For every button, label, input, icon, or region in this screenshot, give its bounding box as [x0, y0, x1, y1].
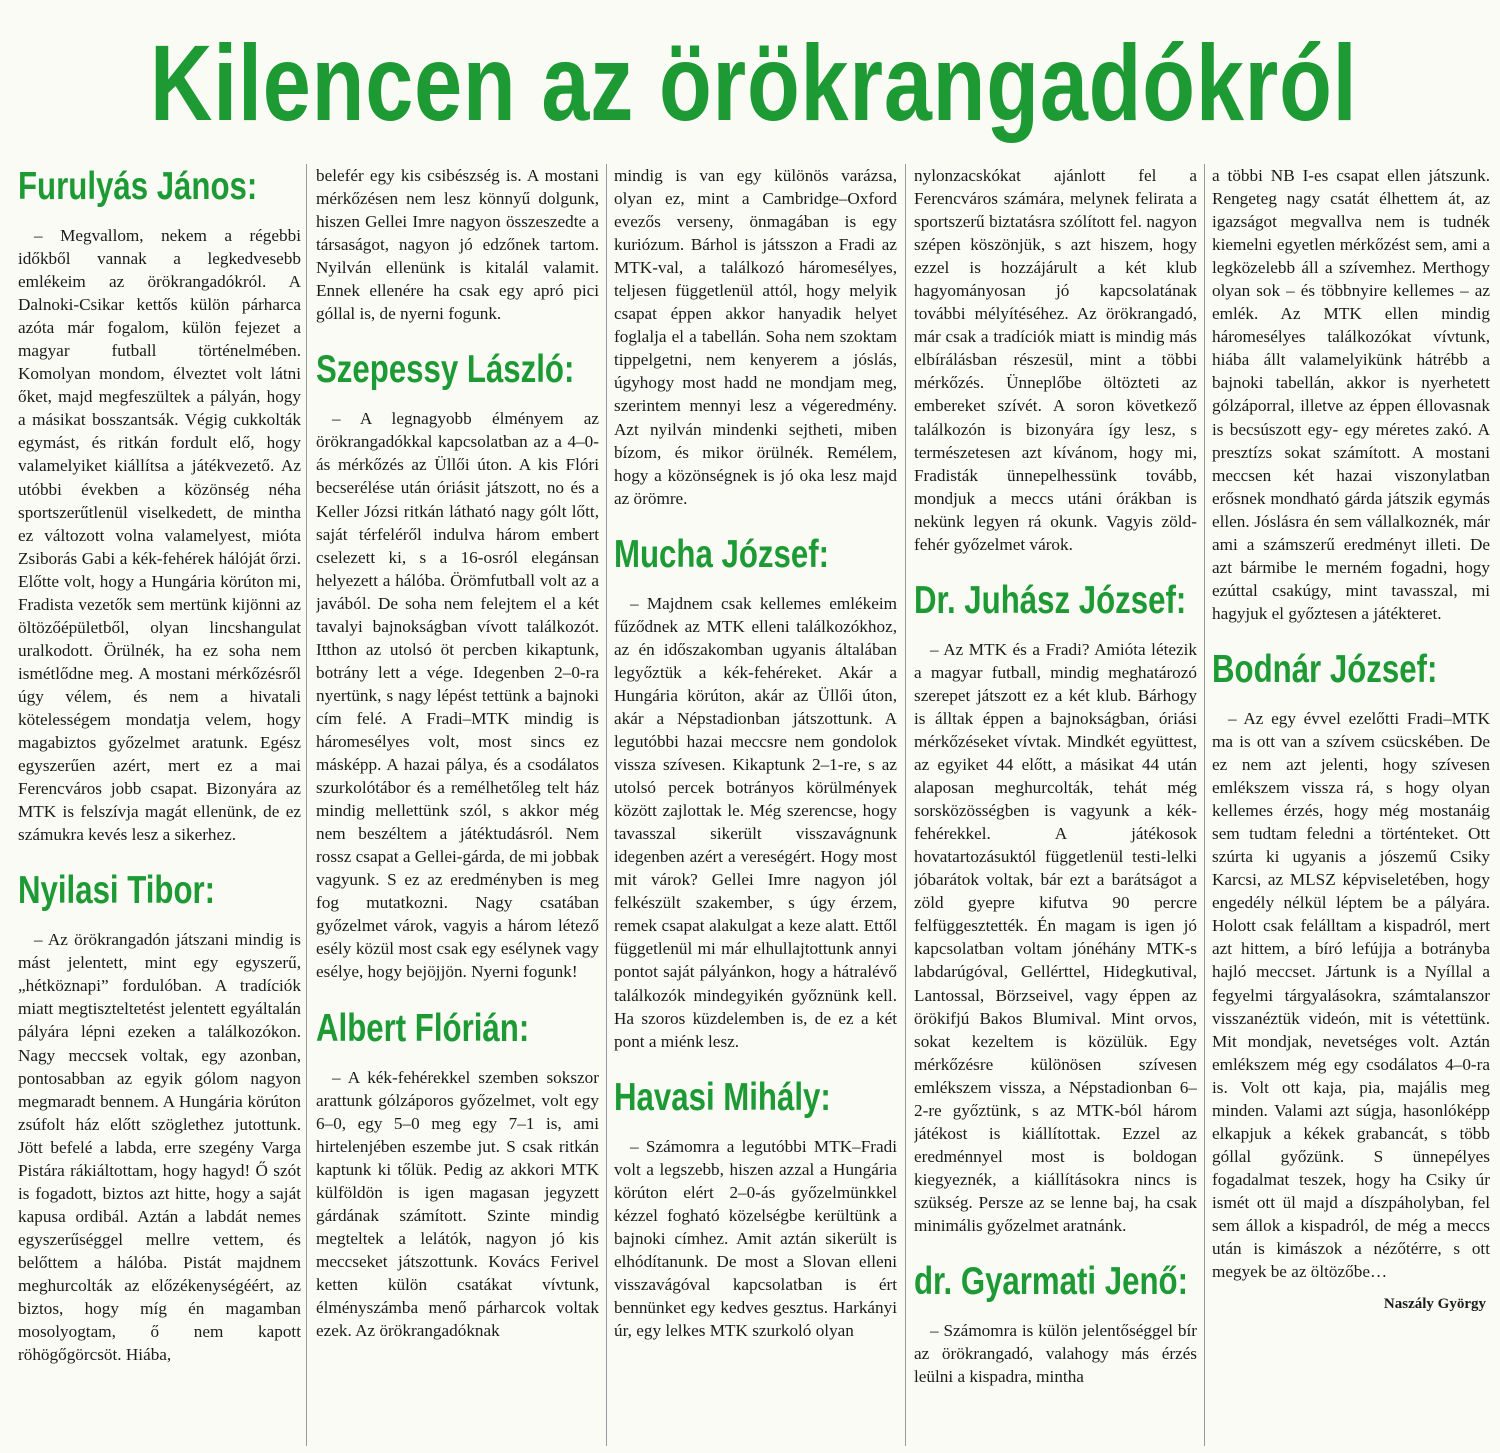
interviewee-name: dr. Gyarmati Jenő:	[914, 1260, 1188, 1304]
interviewee-name: Dr. Juhász József:	[914, 578, 1187, 622]
interview-text: – Az MTK és a Fradi? Amióta létezik a magyar futball, mindig meghatározó szerepet játszott ez a két klub. Bárhogy is álltak éppen a bajnokságban, óriási mérkőzéseket vívtak. Mindkét együttest, az egyiket 44 előtt, a másikat 44 után alaposan meghurcolták, tehát még sorsközösségben is vagyunk a kék-fehérekkel. A játékosok hovatartozásuktól függetlenül testi-lelki jóbarátok voltak, bár ezt a barátságot a zöld gyepre kifutva 90 percre felfüggesztették. Én magam is igen jó kapcsolatban voltam jónéhány MTK-s labdarúgóval, Gellérttel, Hidegkutival, Lantossal, Börzseivel, vagy éppen az örökifjú Bakos Blumival. Mint orvos, sokat kezeltem is közülük. Egy mérkőzésre különösen szívesen emlékszem vissza, a Népstadionban 6–2-re győztünk, s az MTK-ból három játékost is kiállítottak. Ezzel az eredménnyel most is boldogan kiegyeznék, a kiállításokra nincs is szükség. Persze az se lenne baj, ha csak minimális győzelmet aratnánk.	[914, 639, 1197, 1235]
interview-text: – Az örökrangadón játszani mindig is mást jelentett, mint egy egyszerű, „hétköznapi” fordulóban. A tradíciók miatt megtiszteltetést jelentett egyáltalán pályára lépni ezeken a találkozókon. Nagy meccsek voltak, egy azonban, pontosabban az egyik gólom nagyon megmaradt bennem. A Hungária körúton zsúfolt ház előtt szöglethez jutottunk. Jött befelé a labda, erre szegény Varga Pistára rákiáltottam, hogy hagyd! Ő szót is fogadott, biztos azt hitte, hogy a saját kapusa ordibál. Aztán a labdát nemes egyszerűséggel mellre vettem, és belőttem a hálóba. Pistát majdnem meghurcolták az előzékenységéért, az biztos, hogy míg én magamban mosolyogtam, ő nem kapott röhögőgörcsöt. Hiába,	[18, 930, 301, 1365]
interview-text: – Megvallom, nekem a régebbi időkből vannak a legkedvesebb emlékeim az örökrangadókról. A Dalnoki-Csikar kettős külön párharca azóta már fogalom, külön fejezet a magyar futball történelmében. Komolyan mondom, élveztet volt látni őket, majd megfeszültek a pályán, hogy a másikat bosszantsák. Végig cukkolták egymást, és ritkán fordult elő, hogy valamelyiket kiállítsa a játékvezető. Az utóbbi években a közönség néha sportszerűtlenül viselkedett, de mintha ez változott volna valamelyest, mióta Zsiborás Gabi a kék-fehérek hálóját őrzi. Előtte volt, hogy a Hungária körúton mi, Fradista vezetők sem mertünk kijönni az öltözőépületből, olyan lincshangulat uralkodott. Örülnék, ha ez soha nem ismétlődne meg. A mostani mérkőzésről úgy vélem, és nem a hivatali kötelességem mondatja velem, hogy magabiztos győzelmet aratunk. Egész egyszerűen azért, mert ez a mai Ferencváros jobb csapat. Bizonyára az MTK is felszívja magát ellenünk, de ez számukra kevés lesz a sikerhez.	[18, 226, 301, 845]
interview-text: – Az egy évvel ezelőtti Fradi–MTK ma is ott van a szívem csücskében. De ez nem azt jelenti, hogy szívesen emlékszem vissza rá, s hogy olyan kellemes érzés, hogy még mostanáig sem tudtam feledni a történteket. Ott szúrta ki ugyanis a jószemű Csiky Karcsi, az MLSZ képviseletében, hogy engedély nélkül léptem be a pályára. Holott csak felálltam a kispadról, mert azt hittem, a bíró lefújja a botrányba hajló meccset. Jártunk is a Nyíllal a fegyelmi tárgyalásokra, számtalanszor visszanéztük videón, mit is vétettünk. Mit mondjak, nevetséges volt. Aztán emlékszem még egy csodálatos 4–0-ra is. Volt ott kaja, pia, majális meg minden. Valami azt súgja, hasonlóképp elkapjuk a kékek grabancát, s több góllal győzünk. S ünnepélyes fogadalmat teszek, hogy ha Csiky úr ismét ott ül majd a díszpáholyban, fel sem állok a kispadról, de még a meccs után is kimászok a nézőtérre, s ott megyek be az öltözőbe…	[1212, 708, 1490, 1282]
interview-text: – A legnagyobb élményem az örökrangadókkal kapcsolatban az a 4–0-ás mérkőzés az Üllői úton. A kis Flóri becserélése után óriásit játszott, no és a Keller Józsi ritkán látható nagy gólt lőtt, saját térfeléről indulva három embert cselezett ki, s a 16-osról elegánsan helyezett a hálóba. Örömfutball volt az a javából. De soha nem felejtem el a két tavalyi bajnokságban vívott találkozót. Itthon az utolsó öt percben kikaptunk, botrány lett a vége. Idegenben 2–0-ra nyertünk, s nagy lépést tettünk a bajnoki cím felé. A Fradi–MTK mindig is háromesélyes volt, most sincs ez másképp. A hazai pálya, és a csodálatos szurkolótábor és a remélhetőleg telt ház mindig mellettünk szól, s akkor még nem beszéltem a játéktudásról. Nem rossz csapat a Gellei-gárda, de mi jobbak vagyunk. S ez az eredményben is meg fog mutatkozni. Nagy csatában győzelmet várok, vagyis a három létező esély közül most csak egy esélynek vagy esélye, hogy bejöjjön. Nyerni fogunk!	[316, 409, 599, 982]
interviewee-name: Szepessy László:	[316, 348, 575, 392]
interviewee-name: Nyilasi Tibor:	[18, 869, 216, 913]
column-5	[1212, 164, 1490, 1449]
column-rule	[606, 164, 607, 1446]
continued-text: belefér egy kis csibészség is. A mostani mérkőzésen nem lesz könnyű dolgunk, hiszen Gellei Imre nagyon összeszedte a társaságot, nagyon jó edzőnek tartom. Nyilván ellenünk is kitalál valamit. Ennek ellenére ha csak egy apró pici góllal is, de nyerni fogunk.	[316, 166, 599, 324]
interview-text: – Számomra a legutóbbi MTK–Fradi volt a legszebb, hiszen azzal a Hungária körúton elért 2–0-ás győzelmünkkel kézzel fogható közelségbe kerültünk a bajnoki címhez. Amit aztán sikerült is elhódítanunk. De most a Slovan elleni visszavágóval kapcsolatban is ért bennünket egy kedves gesztus. Harkányi úr, egy lelkes MTK szurkoló olyan	[614, 1136, 897, 1341]
column-1	[18, 164, 301, 1449]
interview-text: – Majdnem csak kellemes emlékeim fűződnek az MTK elleni találkozókhoz, az én időszakomban ugyanis általában legyőztük a kék-fehéreket. Akár a Hungária körúton, akár az Üllői úton, akár a Népstadionban játszottunk. A legutóbbi hazai meccsre nem gondolok vissza szívesen. Kikaptunk 2–1-re, s az utolsó percek botrányos körülmények között zajlottak le. Még szerencse, hogy tavasszal sikerült visszavágnunk idegenben azért a vereségért. Hogy most mit várok? Gellei Imre nagyon jól felkészült szakember, s úgy érzem, remek csapat alakulgat a keze alatt. Ettől függetlenül mi már elhullajtottunk annyi pontot saját pályánkon, hogy a hátralévő találkozók mindegyikén győznünk kell. Ha szoros küzdelemben is, de ez a két pont a miénk lesz.	[614, 593, 897, 1051]
interview-text: – A kék-fehérekkel szemben sokszor arattunk gólzáporos győzelmet, volt egy 6–0, egy 5–0 meg egy 7–1 is, ami hirtelenjében eszembe jut. S csak ritkán kaptunk ki tőlük. Pedig az akkori MTK külföldön is igen magasan jegyzett gárdának számított. Szinte mindig megteltek a lelátók, nagyon jó kis meccseket játszottunk. Kovács Ferivel ketten külön csatákat vívtunk, élményszámba menő párharcok voltak ezek. Az örökrangadóknak	[316, 1067, 599, 1341]
column-3	[614, 164, 897, 1449]
author-signature: Naszály György	[1383, 1296, 1486, 1313]
interview-text: – Számomra is külön jelentőséggel bír az örökrangadó, valahogy más érzés leülni a kispadra, mintha	[914, 1321, 1197, 1387]
continued-text: nylonzacskókat ajánlott fel a Ferencváros számára, melynek felirata a sportszerű biztatásra szólított fel. nagyon szépen köszönjük, s azt hiszem, hogy ezzel is hozzájárult a két klub hagyományosan jó kapcsolatának további mélyítéséhez. Az örökrangadó, már csak a tradíciók miatt is mindig más elbírálásban részesül, mint a többi mérkőzés. Ünneplőbe öltözteti az embereket szívét. A soron következő találkozón is bizonyára így lesz, s természetesen azt kívánom, hogy mi, Fradisták ünnepelhessünk tovább, mondjuk a meccs utáni órákban is nekünk legyen rá okunk. Vagyis zöld-fehér győzelmet várok.	[914, 166, 1197, 554]
column-rule	[905, 164, 906, 1446]
interviewee-name: Havasi Mihály:	[614, 1075, 831, 1119]
column-4	[914, 164, 1197, 1449]
continued-text: a többi NB I-es csapat ellen játszunk. Rengeteg nagy csatát élhettem át, az igazságot megvallva nem is tudnék kiemelni egyetlen mérkőzést sem, ami a legközelebb áll a szívemhez. Merthogy olyan sok – és többnyire kellemes – az emlék. Az MTK ellen mindig háromesélyes találkozókat vívtunk, hiába állt valamelyikünk hátrébb a bajnoki tabellán, akkor is nyerhetett gólzáporral, illetve az éppen éllovasnak is becsúszott egy- egy méretes zakó. A presztízs sokat számított. A mostani meccsen két hazai viszonylatban erősnek mondható gárda játszik egymás ellen. Jóslásra én sem vállalkoznék, már ami a számszerű eredményt illeti. De azt bármibe le merném fogadni, hogy ezúttal csakúgy, mint tavasszal, mi hagyjuk el győztesen a játékteret.	[1212, 166, 1490, 623]
continued-text: mindig is van egy különös varázsa, olyan ez, mint a Cambridge–Oxford evezős verseny, önmagában is egy kuriózum. Bárhol is játsszon a Fradi az MTK-val, a találkozó háromesélyes, teljesen függetlenül attól, hogy melyik csapat éppen akkor hanyadik helyet foglalja el a tabellán. Soha nem szoktam tippelgetni, nem kenyerem a jóslás, úgyhogy most hadd ne mondjam meg, szerintem mennyi lesz a végeredmény. Azt nyilván mindenki sejtheti, miben bízom, és mikor örülnék. Remélem, hogy a közönségnek is jó oka lesz majd az örömre.	[614, 166, 897, 508]
column-rule	[1204, 164, 1205, 1446]
column-rule	[306, 164, 307, 1446]
page-title: Kilencen az örökrangadókról	[150, 22, 1358, 143]
column-2	[316, 164, 599, 1449]
interviewee-name: Bodnár József:	[1212, 647, 1438, 691]
interviewee-name: Mucha József:	[614, 532, 829, 576]
interviewee-name: Albert Flórián:	[316, 1006, 530, 1050]
interviewee-name: Furulyás János:	[18, 165, 258, 208]
